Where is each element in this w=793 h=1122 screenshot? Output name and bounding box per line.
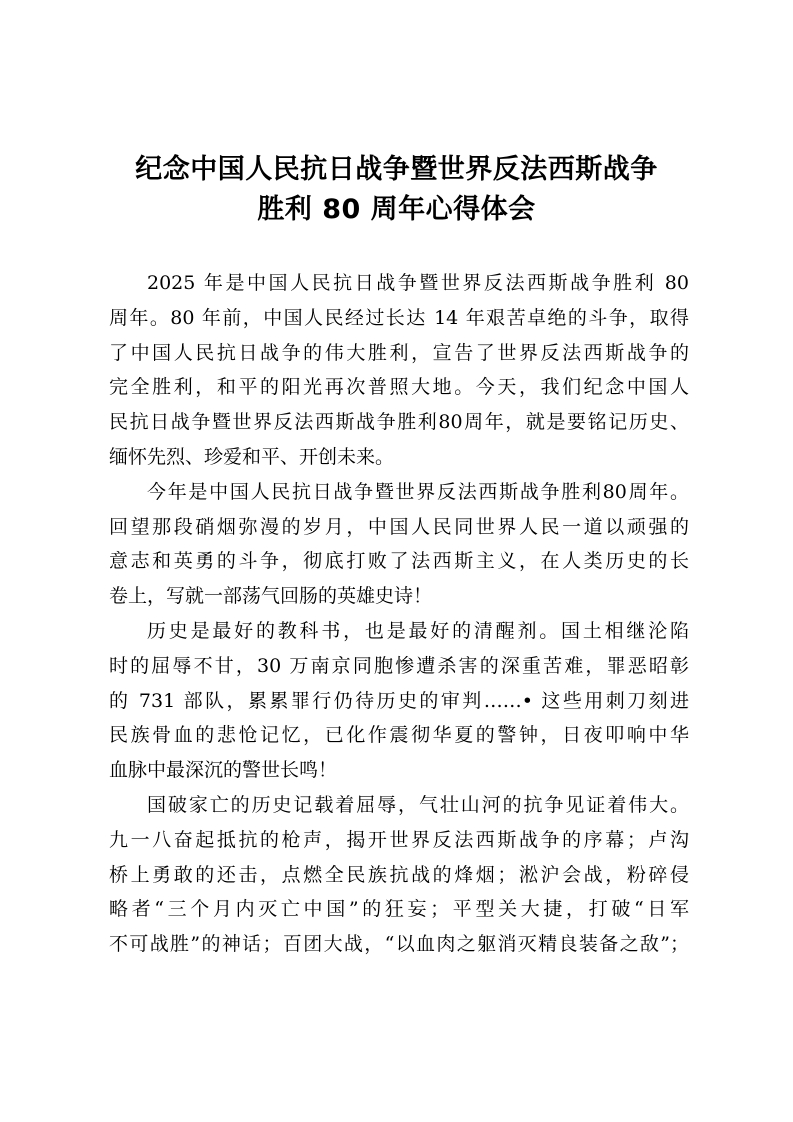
text-line: 的 731 部队，累累罪行仍待历史的审判……• 这些用刺刀刻进 bbox=[109, 689, 689, 712]
text-line: 民抗日战争暨世界反法西斯战争胜利80周年，就是要铭记历史、 bbox=[109, 411, 689, 434]
text-line: 回望那段硝烟弥漫的岁月，中国人民同世界人民一道以顽强的 bbox=[109, 515, 689, 538]
title-line: 纪念中国人民抗日战争暨世界反法西斯战争 bbox=[135, 154, 658, 185]
text-line: 卷上，写就一部荡气回肠的英雄史诗！ bbox=[109, 585, 433, 608]
text-line: 历史是最好的教科书，也是最好的清醒剂。国土相继沦陷 bbox=[147, 619, 689, 642]
text-line: 今年是中国人民抗日战争暨世界反法西斯战争胜利80周年。 bbox=[147, 480, 689, 503]
text-line: 略者“三个月内灭亡中国”的狂妄；平型关大捷，打破“日军 bbox=[109, 898, 689, 921]
paragraph bbox=[109, 788, 689, 962]
text-line: 血脉中最深沉的警世长鸣！ bbox=[109, 759, 338, 782]
text-line: 时的屈辱不甘，30 万南京同胞惨遭杀害的深重苦难，罪恶昭彰 bbox=[109, 654, 689, 677]
paragraph bbox=[109, 475, 689, 614]
text-line: 缅怀先烈、珍爱和平、开创未来。 bbox=[109, 445, 395, 468]
document-title bbox=[96, 150, 697, 230]
text-line: 完全胜利，和平的阳光再次普照大地。今天，我们纪念中国人 bbox=[109, 376, 689, 399]
title-line: 胜利 80 周年心得体会 bbox=[257, 194, 536, 225]
text-line: 了中国人民抗日战争的伟大胜利，宣告了世界反法西斯战争的 bbox=[109, 341, 689, 364]
text-line: 国破家亡的历史记载着屈辱，气壮山河的抗争见证着伟大。 bbox=[147, 793, 689, 816]
text-line: 桥上勇敢的还击，点燃全民族抗战的烽烟；淞沪会战，粉碎侵 bbox=[109, 863, 689, 886]
text-line: 不可战胜”的神话；百团大战，“以血肉之躯消灭精良装备之敌”； bbox=[109, 933, 689, 956]
text-line: 2025 年是中国人民抗日战争暨世界反法西斯战争胜利 80 bbox=[147, 272, 689, 294]
text-line: 周年。80 年前，中国人民经过长达 14 年艰苦卓绝的斗争，取得 bbox=[109, 306, 689, 329]
text-line: 意志和英勇的斗争，彻底打败了法西斯主义，在人类历史的长 bbox=[109, 550, 689, 573]
paragraph bbox=[109, 266, 689, 475]
document-body bbox=[109, 266, 689, 962]
paragraph bbox=[109, 614, 689, 788]
text-line: 民族骨血的悲怆记忆，已化作震彻华夏的警钟，日夜叩响中华 bbox=[109, 724, 689, 747]
text-line: 九一八奋起抵抗的枪声，揭开世界反法西斯战争的序幕；卢沟 bbox=[109, 828, 689, 851]
